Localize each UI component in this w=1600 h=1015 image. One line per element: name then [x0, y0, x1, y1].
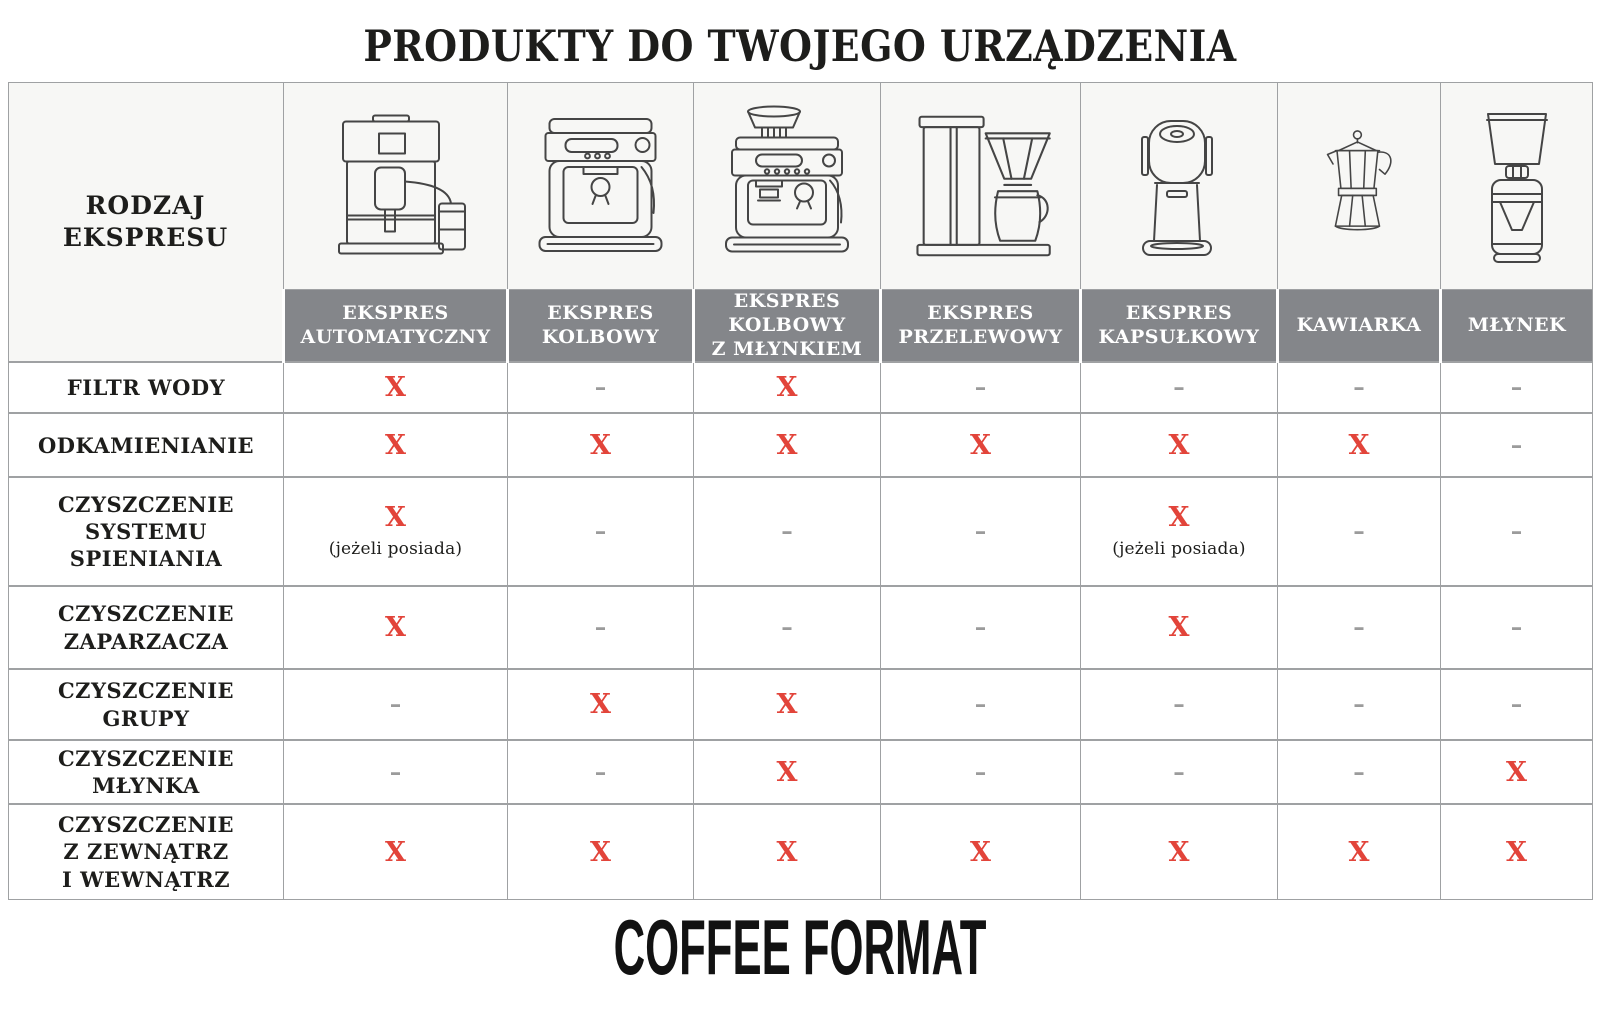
row-label-line: ZAPARZACZA — [63, 628, 229, 654]
row-label-line: CZYSZCZENIE — [57, 812, 235, 838]
cell-present — [1278, 804, 1441, 899]
cell-present — [1441, 804, 1593, 899]
cell-absent — [1441, 362, 1593, 413]
column-header — [1081, 290, 1278, 363]
cell-absent — [284, 740, 508, 804]
present-mark: X — [1506, 836, 1527, 868]
present-mark: X — [1348, 429, 1370, 461]
table-row — [9, 413, 1593, 477]
cell-present — [508, 804, 694, 899]
corner-label-line: EKSPRESU — [62, 223, 229, 253]
present-mark: X — [385, 836, 406, 868]
cell-absent — [508, 362, 694, 413]
cell-absent — [1278, 586, 1441, 669]
column-header-line: EKSPRES — [342, 301, 449, 324]
column-header-line: EKSPRES — [927, 301, 1034, 324]
row-label-line: CZYSZCZENIE — [57, 601, 235, 627]
absent-mark: – — [1173, 691, 1185, 719]
row-label-line: CZYSZCZENIE — [57, 678, 235, 704]
absent-mark: – — [1353, 374, 1365, 402]
cell-absent — [881, 669, 1081, 740]
cell-present — [284, 413, 508, 477]
cell-absent — [1441, 413, 1593, 477]
cell-present — [1081, 586, 1278, 669]
present-mark: X — [590, 689, 611, 721]
cell-absent — [1081, 740, 1278, 804]
table-row — [9, 669, 1593, 740]
cell-absent — [881, 740, 1081, 804]
absent-mark: – — [594, 614, 607, 642]
moka-pot-icon-cell — [1278, 83, 1441, 290]
cell-present — [881, 413, 1081, 477]
cell-present — [284, 586, 508, 669]
present-mark: X — [385, 502, 406, 534]
conditional-note: (jeżeli posiada) — [1112, 539, 1246, 560]
portafilter-espresso-machine-icon-cell — [508, 83, 694, 290]
present-mark: X — [1168, 836, 1190, 868]
espresso-machine-with-grinder-icon-cell — [694, 83, 881, 290]
absent-mark: – — [389, 691, 402, 719]
absent-mark: – — [1510, 374, 1523, 402]
absent-mark: – — [974, 614, 987, 642]
compatibility-table — [8, 82, 1593, 900]
column-header-line: EKSPRES — [547, 301, 654, 324]
absent-mark: – — [974, 691, 987, 719]
row-label — [9, 586, 284, 669]
cell-present — [1441, 740, 1593, 804]
present-mark: X — [776, 756, 798, 788]
cell-absent — [1278, 740, 1441, 804]
present-mark: X — [1506, 756, 1527, 788]
cell-absent — [694, 477, 881, 586]
table-row — [9, 804, 1593, 899]
cell-present — [1081, 477, 1278, 586]
column-header-line: MŁYNEK — [1467, 313, 1567, 336]
absent-mark: – — [974, 374, 987, 402]
present-mark: X — [590, 836, 611, 868]
column-header-line: AUTOMATYCZNY — [300, 325, 491, 348]
absent-mark: – — [594, 374, 607, 402]
present-mark: X — [776, 372, 798, 404]
cell-absent — [1081, 362, 1278, 413]
cell-absent — [881, 586, 1081, 669]
cell-absent — [1441, 669, 1593, 740]
cell-present — [284, 477, 508, 586]
column-header — [694, 290, 881, 363]
column-header-line: KOLBOWY — [541, 325, 660, 348]
absent-mark: – — [781, 614, 793, 642]
cell-absent — [1441, 586, 1593, 669]
column-header — [1278, 290, 1441, 363]
column-header-line: EKSPRES — [733, 290, 841, 312]
cell-present — [694, 740, 881, 804]
column-header — [284, 290, 508, 363]
espresso-machine-with-grinder-icon — [712, 92, 862, 280]
present-mark: X — [776, 689, 798, 721]
page-title: PRODUKTY DO TWOJEGO URZĄDZENIA — [363, 22, 1237, 72]
present-mark: X — [1168, 429, 1190, 461]
absent-mark: – — [594, 518, 607, 546]
absent-mark: – — [1510, 691, 1523, 719]
cell-present — [284, 804, 508, 899]
absent-mark: – — [1510, 614, 1523, 642]
column-header-line: PRZELEWOWY — [898, 325, 1063, 348]
row-label-line: CZYSZCZENIE — [57, 491, 235, 517]
cell-present — [694, 362, 881, 413]
column-header-line: KAWIARKA — [1296, 313, 1422, 336]
cell-present — [1278, 413, 1441, 477]
corner-cell-machine-type — [9, 83, 284, 363]
cell-present — [508, 669, 694, 740]
present-mark: X — [590, 429, 611, 461]
table-row — [9, 477, 1593, 586]
cell-absent — [1081, 669, 1278, 740]
column-header-line: KOLBOWY — [728, 313, 846, 336]
conditional-note: (jeżeli posiada) — [328, 539, 463, 560]
column-header — [881, 290, 1081, 363]
present-mark: X — [1168, 502, 1190, 534]
row-label-line: Z ZEWNĄTRZ — [63, 839, 229, 865]
coffee-grinder-icon-cell — [1441, 83, 1593, 290]
row-label — [9, 669, 284, 740]
cell-absent — [881, 477, 1081, 586]
row-label-line: MŁYNKA — [92, 773, 200, 799]
absent-mark: – — [1353, 691, 1365, 719]
row-label-line: ODKAMIENIANIE — [37, 432, 255, 458]
absent-mark: – — [1353, 518, 1365, 546]
cell-absent — [284, 669, 508, 740]
absent-mark: – — [974, 518, 987, 546]
cell-absent — [1278, 362, 1441, 413]
cell-absent — [508, 477, 694, 586]
portafilter-espresso-machine-icon — [523, 111, 678, 261]
present-mark: X — [385, 372, 406, 404]
coffee-grinder-icon — [1462, 97, 1572, 275]
cell-absent — [694, 586, 881, 669]
column-header — [1441, 290, 1593, 363]
cell-present — [694, 413, 881, 477]
cell-present — [694, 804, 881, 899]
brand-logo: COFFEE FORMAT — [613, 902, 987, 991]
row-label — [9, 804, 284, 899]
cell-present — [1081, 804, 1278, 899]
cell-present — [1081, 413, 1278, 477]
capsule-coffee-machine-icon-cell — [1081, 83, 1278, 290]
table-row — [9, 586, 1593, 669]
cell-present — [881, 804, 1081, 899]
row-label-line: GRUPY — [102, 705, 190, 731]
table-row — [9, 740, 1593, 804]
absent-mark: – — [1510, 518, 1523, 546]
moka-pot-icon — [1299, 127, 1419, 245]
cell-absent — [881, 362, 1081, 413]
present-mark: X — [776, 836, 798, 868]
cell-absent — [1441, 477, 1593, 586]
table-row — [9, 362, 1593, 413]
row-label — [9, 740, 284, 804]
corner-label-line: RODZAJ — [85, 190, 206, 220]
present-mark: X — [970, 836, 991, 868]
present-mark: X — [776, 429, 798, 461]
cell-present — [694, 669, 881, 740]
absent-mark: – — [1173, 374, 1185, 402]
capsule-coffee-machine-icon — [1119, 111, 1239, 261]
row-label — [9, 362, 284, 413]
row-label-line: FILTR WODY — [66, 375, 226, 401]
infographic-page — [0, 22, 1600, 991]
column-header-line: Z MŁYNKIEM — [711, 337, 863, 360]
absent-mark: – — [1510, 431, 1523, 459]
row-label-line: SYSTEMU — [84, 519, 207, 545]
present-mark: X — [970, 429, 991, 461]
cell-present — [508, 413, 694, 477]
row-label-line: I WEWNĄTRZ — [61, 866, 231, 892]
cell-absent — [1278, 477, 1441, 586]
row-label-line: SPIENIANIA — [69, 546, 223, 572]
automatic-espresso-machine-icon — [321, 104, 471, 269]
row-label — [9, 477, 284, 586]
column-header-line: EKSPRES — [1125, 301, 1233, 324]
absent-mark: – — [1173, 758, 1185, 786]
present-mark: X — [385, 429, 406, 461]
cell-absent — [508, 740, 694, 804]
cell-absent — [508, 586, 694, 669]
present-mark: X — [1348, 836, 1370, 868]
present-mark: X — [385, 612, 406, 644]
automatic-espresso-machine-icon-cell — [284, 83, 508, 290]
row-label-line: CZYSZCZENIE — [57, 745, 235, 771]
present-mark: X — [1168, 612, 1190, 644]
row-label — [9, 413, 284, 477]
drip-coffee-maker-icon-cell — [881, 83, 1081, 290]
absent-mark: – — [1353, 614, 1365, 642]
absent-mark: – — [974, 758, 987, 786]
absent-mark: – — [1353, 758, 1365, 786]
absent-mark: – — [389, 758, 402, 786]
column-header-line: KAPSUŁKOWY — [1098, 325, 1260, 348]
cell-present — [284, 362, 508, 413]
absent-mark: – — [781, 518, 793, 546]
absent-mark: – — [594, 758, 607, 786]
drip-coffee-maker-icon — [903, 107, 1058, 265]
column-header — [508, 290, 694, 363]
cell-absent — [1278, 669, 1441, 740]
